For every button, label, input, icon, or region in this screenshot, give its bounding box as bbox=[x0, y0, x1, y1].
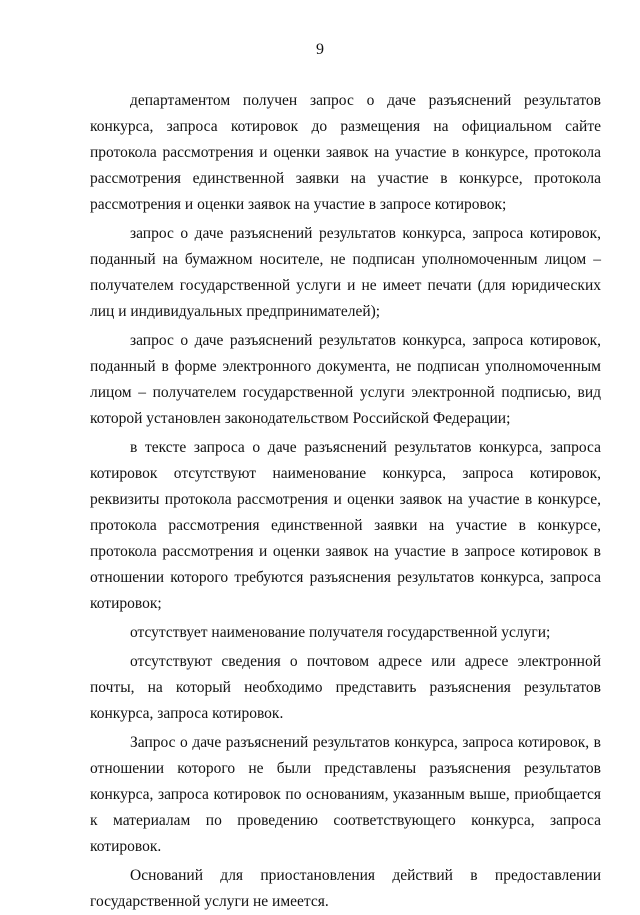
paragraph: запрос о даче разъяснений результатов конкурса, запроса котировок, поданный в форме электронного документа, не подписан уполномоченным лицом – получателем государственной услуги электронной подписью, вид которой установлен законодательством Российской Федерации; bbox=[90, 332, 601, 427]
paragraph: департаментом получен запрос о даче разъяснений результатов конкурса, запроса котировок до размещения на официальном сайте протокола рассмотрения и оценки заявок на участие в конкурсе, протокола рассмотрения единственной заявки на участие в конкурсе, протокола рассмотрения и оценки заявок на участие в запросе котировок; bbox=[90, 92, 601, 213]
paragraph: запрос о даче разъяснений результатов конкурса, запроса котировок, поданный на бумажном носителе, не подписан уполномоченным лицом – получателем государственной услуги и не имеет печати (для юридических лиц и индивидуальных предпринимателей); bbox=[90, 225, 601, 320]
paragraph: отсутствует наименование получателя государственной услуги; bbox=[130, 624, 551, 641]
paragraph: отсутствуют сведения о почтовом адресе или адресе электронной почты, на который необходимо представить разъяснения результатов конкурса, запроса котировок. bbox=[90, 653, 601, 722]
page-number: 9 bbox=[316, 41, 324, 58]
paragraph: Запрос о даче разъяснений результатов конкурса, запроса котировок, в отношении которого не были представлены разъяснения результатов конкурса, запроса котировок по основаниям, указанным выше, приобщается к материалам по проведению соответствующего конкурса, запроса котировок. bbox=[90, 734, 601, 855]
paragraph: Оснований для приостановления действий в предоставлении государственной услуги не имеется. bbox=[90, 867, 601, 910]
document-body bbox=[90, 88, 601, 915]
paragraph: в тексте запроса о даче разъяснений результатов конкурса, запроса котировок отсутствуют наименование конкурса, запроса котировок, реквизиты протокола рассмотрения и оценки заявок на участие в конкурсе, протокола рассмотрения единственной заявки на участие в конкурсе, протокола рассмотрения и оценки заявок на участие в запросе котировок в отношении которого требуются разъяснения результатов конкурса, запроса котировок; bbox=[90, 439, 601, 612]
